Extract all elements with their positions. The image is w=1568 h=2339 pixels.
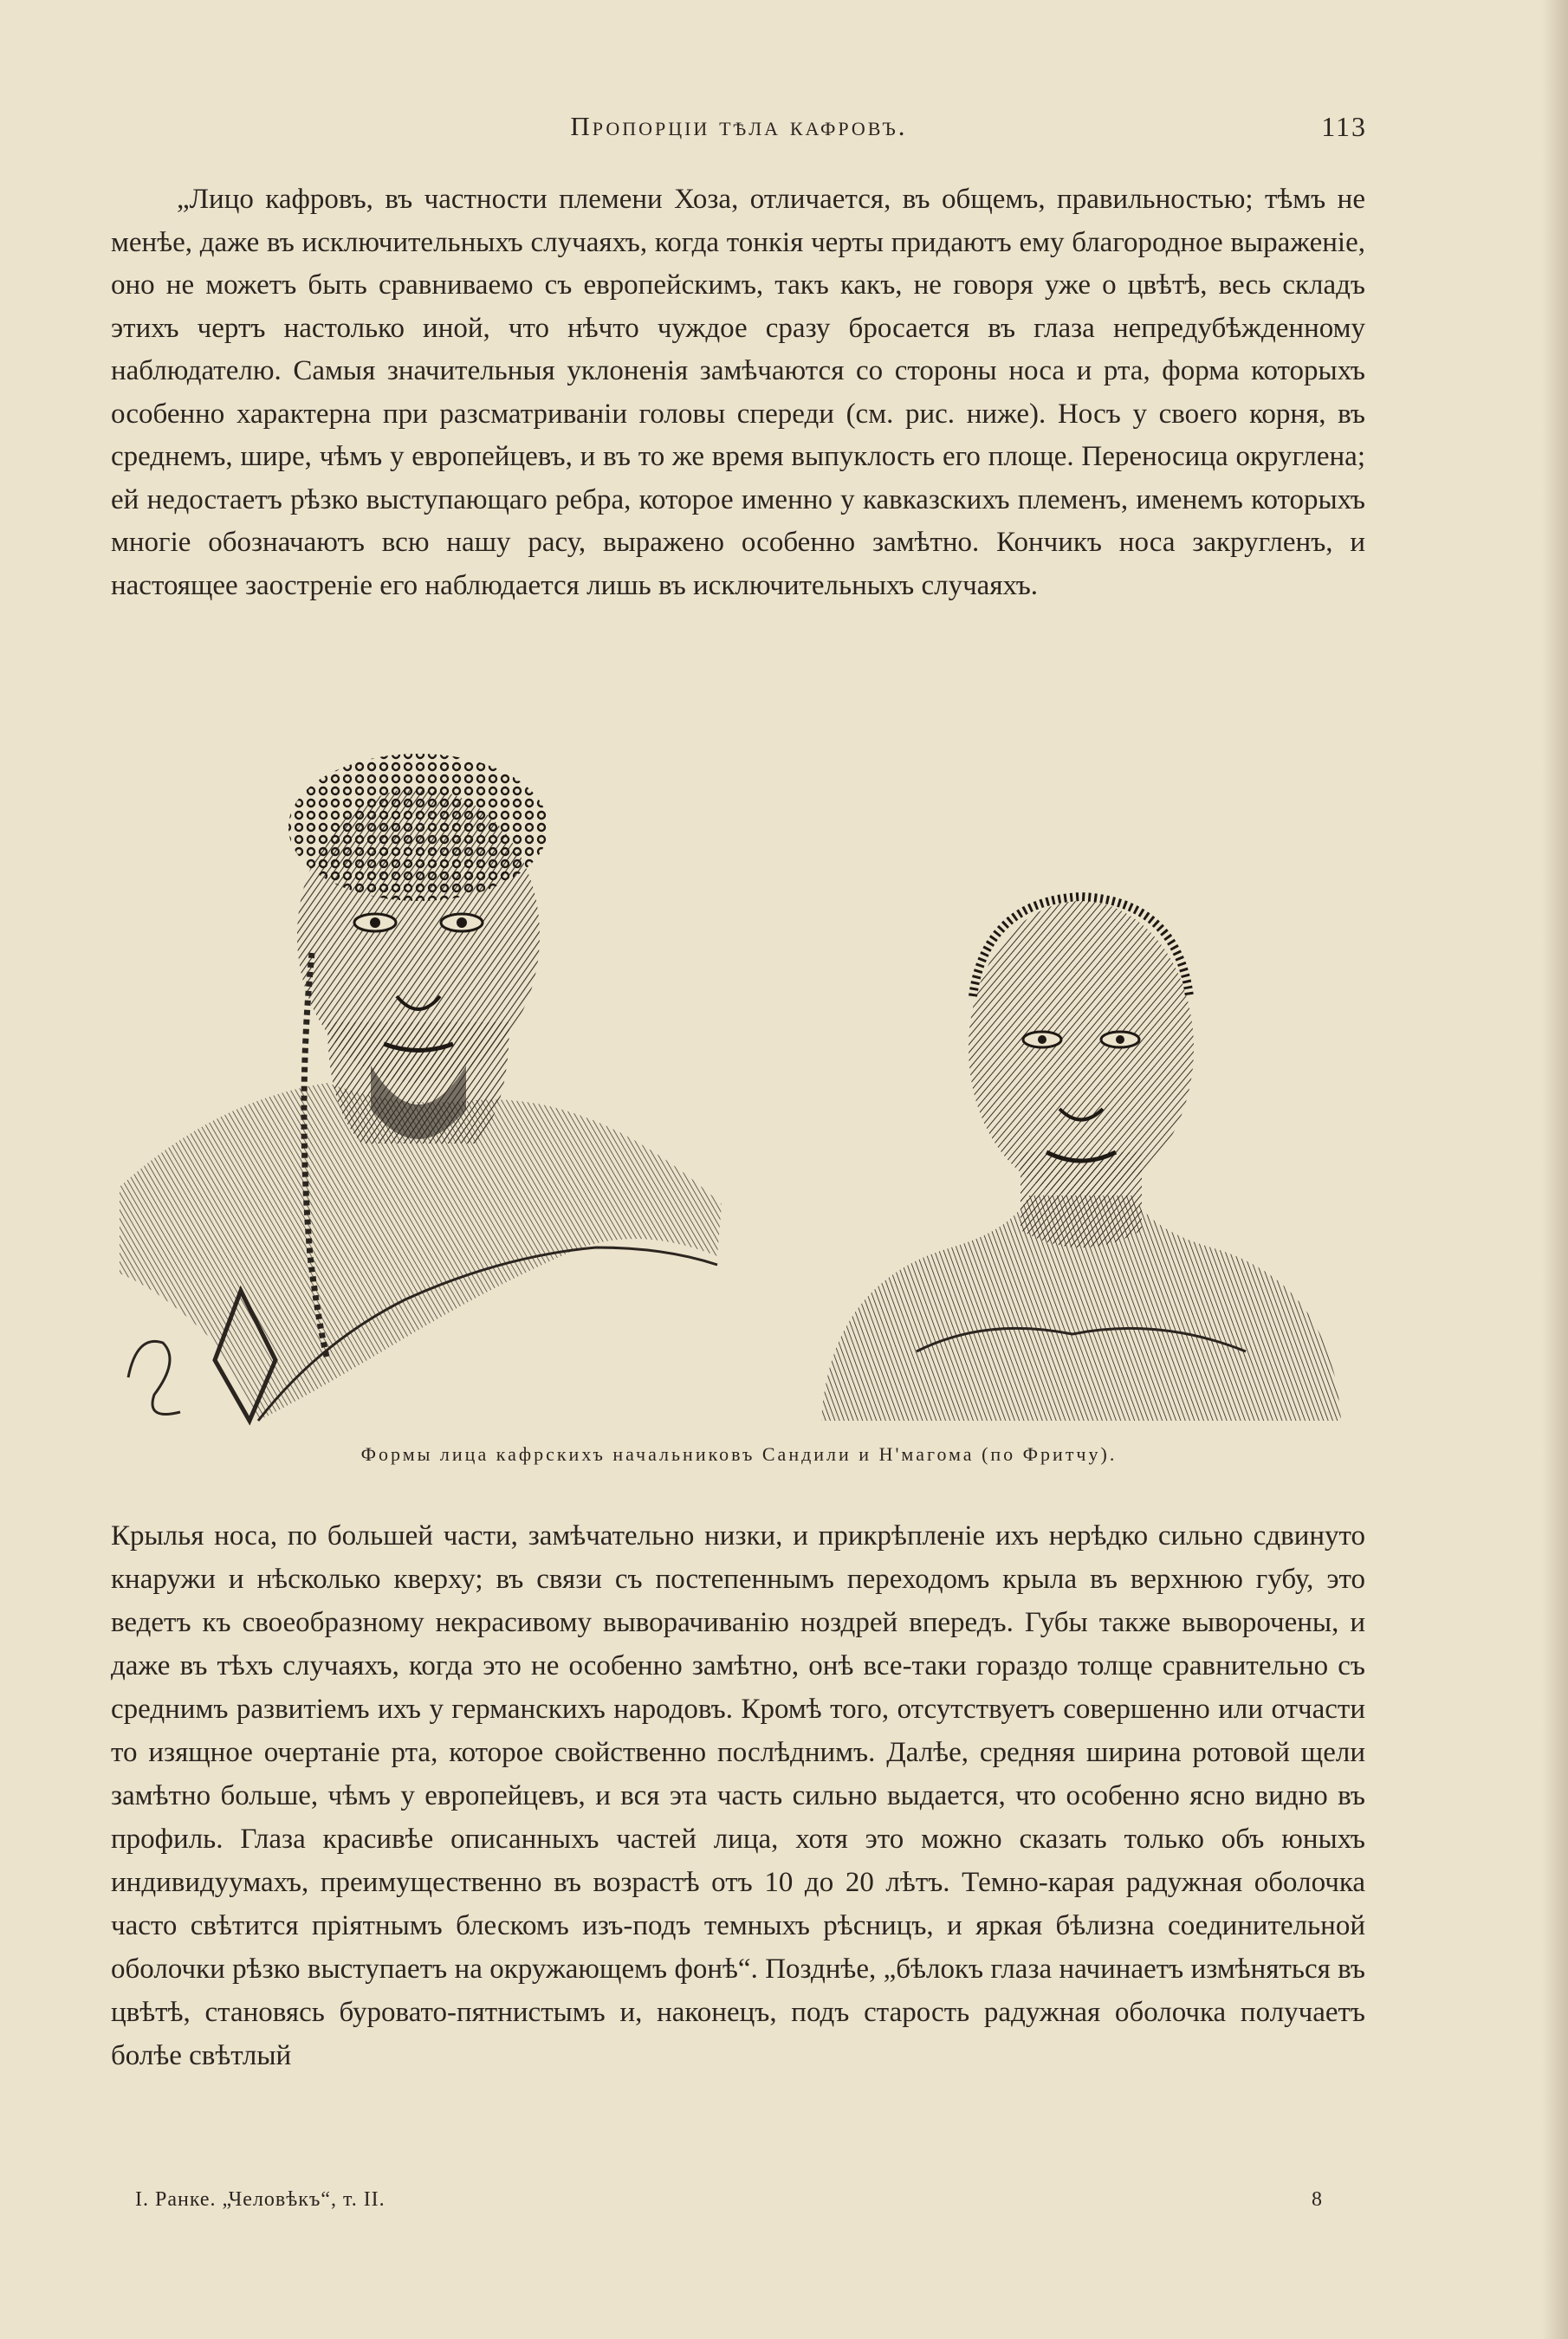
page-header <box>111 111 1367 146</box>
text-block-top <box>111 178 1365 607</box>
page-number: 113 <box>1321 111 1367 142</box>
page-footer <box>111 2188 1367 2214</box>
footer-source: I. Ранке. „Человѣкъ“, т. II. <box>135 2188 386 2211</box>
signature-mark: 8 <box>1312 2188 1322 2211</box>
paragraph-nose-lips-eyes: Крылья носа, по большей части, замѣчательно низки, и прикрѣпленіе ихъ нерѣдко сильно сдвинуто кнаружи и нѣсколько кверху; въ связи съ постепеннымъ переходомъ крыла въ верхнюю губу, это ведетъ къ своеобразному некрасивому выворачиванію ноздрей впередъ. Губы также выворочены, и даже въ тѣхъ случаяхъ, когда это не особенно замѣтно, онѣ все-таки гораздо толще сравнительно съ среднимъ развитіемъ ихъ у германскихъ народовъ. Кромѣ того, отсутствуетъ совершенно или отчасти то изящное очертаніе рта, которое свойственно послѣднимъ. Далѣе, средняя ширина ротовой щели замѣтно больше, чѣмъ у европейцевъ, и вся эта часть сильно выдается, что особенно ясно видно въ профиль. Глаза красивѣе описанныхъ частей лица, хотя это можно сказать только объ юныхъ индивидуумахъ, преимущественно въ возрастѣ отъ 10 до 20 лѣтъ. Темно-карая радужная оболочка часто свѣтится пріятнымъ блескомъ изъ-подъ темныхъ рѣсницъ, и яркая бѣлизна соединительной оболочки рѣзко выступаетъ на окружающемъ фонѣ“. Позднѣе, „бѣлокъ глаза начинаетъ измѣняться въ цвѣтѣ, становясь буровато-пятнистымъ и, наконецъ, подъ старость радужная оболочка получаетъ болѣе свѣтлый <box>111 1520 1365 2071</box>
paragraph-face-description: „Лицо кафровъ, въ частности племени Хоза, отличается, въ общемъ, правильностью; тѣмъ не менѣе, даже въ исключительныхъ случаяхъ, когда тонкія черты придаютъ ему благородное выраженіе, оно не можетъ быть сравниваемо съ европейскимъ, такъ какъ, не говоря уже о цвѣтѣ, весь складъ этихъ чертъ настолько иной, что нѣчто чуждое сразу бросается въ глаза непредубѣжденному наблюдателю. Самыя значительныя уклоненія замѣчаются со стороны носа и рта, форма которыхъ особенно характерна при разсматриваніи головы спереди (см. рис. ниже). Носъ у своего корня, въ среднемъ, шире, чѣмъ у европейцевъ, и въ то же время выпуклость его площе. Переносица округлена; ей недостаетъ рѣзко выступающаго ребра, которое именно у кавказскихъ племенъ, именемъ которыхъ многіе обозначаютъ всю нашу расу, выражено особенно замѣтно. Кончикъ носа закругленъ, и настоящее заостреніе его наблюдается лишь въ исключительныхъ случаяхъ. <box>111 184 1365 601</box>
text-block-bottom <box>111 1514 1365 2077</box>
portrait-engraving-right <box>813 866 1350 1438</box>
figure-portraits <box>111 736 1367 1447</box>
page-edge-shadow <box>1542 0 1568 2339</box>
portrait-engraving-left <box>111 736 735 1438</box>
running-title: Пропорціи тѣла кафровъ. <box>570 111 908 141</box>
figure-caption: Формы лица кафрскихъ начальниковъ Сандили и Н'магома (по Фритчу). <box>360 1443 1118 1465</box>
